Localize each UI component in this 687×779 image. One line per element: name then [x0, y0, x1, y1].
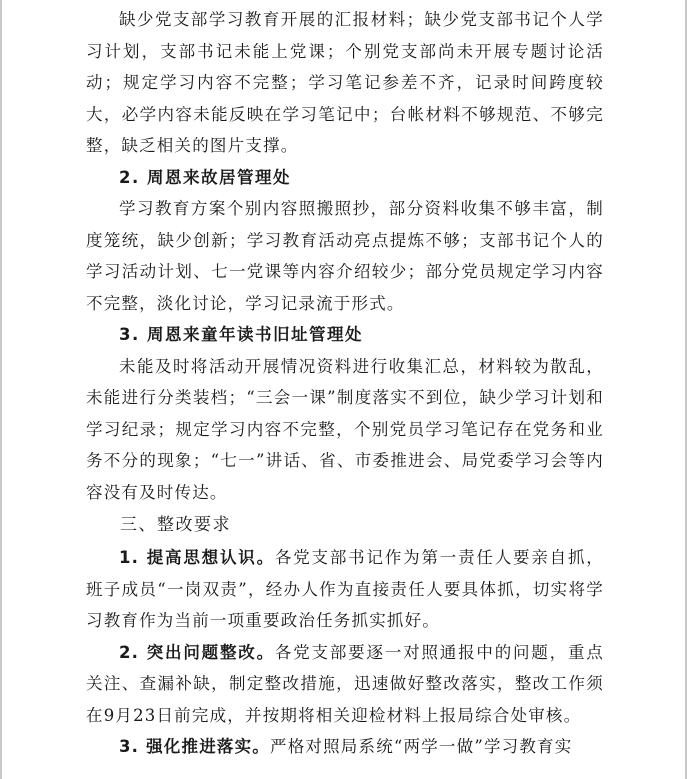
paragraph-issues-unit-1: 缺少党支部学习教育开展的汇报材料；缺少党支部书记个人学习计划，支部书记未能上党课；个别党支部尚未开展专题讨论活动；规定学习内容不完整；学习笔记参差不齐，记录时间跨度较大，必学内容未能反映在学习笔记中；台帐材料不够规范、不够完整，缺乏相关的图片支撑。	[86, 10, 604, 155]
requirement-item-3-text: 严格对照局系统“两学一做”学习教育实	[270, 737, 573, 756]
requirement-item-3	[86, 731, 604, 763]
requirement-item-1-text: 各党支部书记作为第一责任人要亲自抓，班子成员“一岗双责”，经办人作为直接责任人要具体抓，切实将学习教育作为当前一项重要政治任务抓实抓好。	[86, 548, 604, 630]
requirement-item-1-lead: 1. 提高思想认识。	[119, 548, 275, 567]
document-page	[86, 4, 604, 763]
requirement-item-3-lead: 3. 强化推进落实。	[119, 737, 270, 756]
page-border-left	[0, 0, 2, 779]
heading-zhou-enlai-former-residence: 2. 周恩来故居管理处	[119, 167, 291, 187]
heading-zhou-enlai-childhood-study-site: 3. 周恩来童年读书旧址管理处	[119, 325, 363, 344]
paragraph-issues-former-residence: 学习教育方案个别内容照搬照抄，部分资料收集不够丰富，制度笼统，缺少创新；学习教育活动亮点提炼不够；支部书记个人的学习活动计划、七一党课等内容介绍较少；部分党员规定学习内容不完整，淡化讨论，学习记录流于形式。	[86, 199, 604, 313]
requirement-item-1	[86, 542, 604, 637]
requirement-item-2	[86, 637, 604, 732]
requirement-item-2-text: 各党支部要逐一对照通报中的问题，重点关注、查漏补缺，制定整改措施，迅速做好整改落实，整改工作须在9月23日前完成，并按期将相关迎检材料上报局综合处审核。	[86, 642, 604, 725]
section-title-rectification-requirements: 三、整改要求	[120, 515, 231, 535]
paragraph-issues-childhood-study-site: 未能及时将活动开展情况资料进行收集汇总，材料较为散乱，未能进行分类装档；“三会一课”制度落实不到位，缺少学习计划和学习纪录；规定学习内容不完整，个别党员学习笔记存在党务和业务不分的现象；“七一”讲话、省、市委推进会、局党委学习会等内容没有及时传达。	[86, 356, 604, 502]
requirement-item-2-lead: 2. 突出问题整改。	[119, 642, 275, 662]
